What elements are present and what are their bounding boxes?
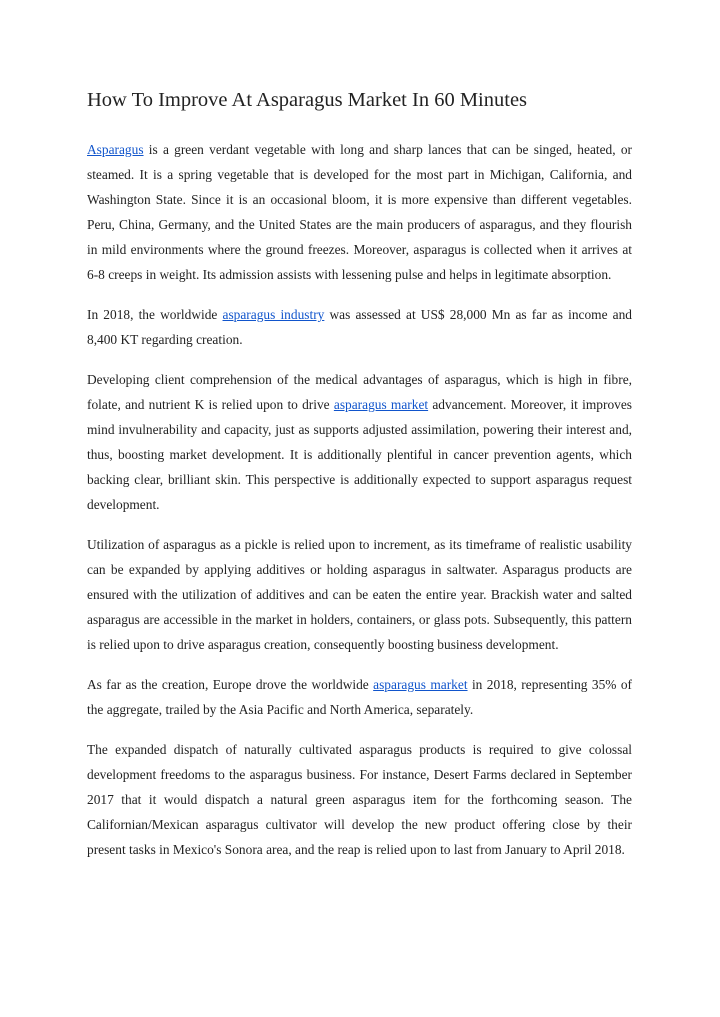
paragraph-text: Utilization of asparagus as a pickle is relied upon to increment, as its timeframe of realistic usability can be expanded by applying additives or holding asparagus in saltwater. Asparagus products are ensured with the utilization of additives and can be eaten the entire year. Brackish water and salted asparagus are accessible in the market in holders, containers, or glass pots. Subsequently, this pattern is relied upon to drive asparagus creation, consequently boosting business development. bbox=[87, 537, 632, 652]
paragraph-text: in 2018, representing 35% of the aggregate, trailed by the Asia Pacific and North America, separately. bbox=[87, 677, 632, 717]
paragraph-text: was assessed at US$ 28,000 Mn as far as income and 8,400 KT regarding creation. bbox=[87, 307, 632, 347]
paragraph-europe-share bbox=[87, 672, 632, 722]
paragraph-intro bbox=[87, 137, 632, 287]
paragraph-text: As far as the creation, Europe drove the worldwide bbox=[87, 677, 374, 692]
link-asparagus-industry[interactable]: asparagus industry bbox=[222, 307, 325, 322]
link-asparagus-market[interactable]: asparagus market bbox=[333, 397, 429, 412]
paragraph-industry-value bbox=[87, 302, 632, 352]
paragraph-organic-launch bbox=[87, 737, 632, 862]
paragraph-text: In 2018, the worldwide bbox=[87, 307, 223, 322]
paragraph-pickle-usage bbox=[87, 532, 632, 657]
paragraph-text: advancement. Moreover, it improves mind invulnerability and capacity, just as supports adjusted assimilation, powering their interest and, thus, boosting market development. It is additionally plentiful in cancer prevention agents, which backing clear, brilliant skin. This perspective is additionally expected to support asparagus request development. bbox=[87, 397, 632, 512]
paragraph-text: Developing client comprehension of the medical advantages of asparagus, which is high in fibre, folate, and nutrient K is relied upon to drive bbox=[87, 372, 632, 412]
link-asparagus[interactable]: Asparagus bbox=[87, 142, 144, 157]
document-body bbox=[87, 86, 632, 862]
paragraph-text: is a green verdant vegetable with long and sharp lances that can be singed, heated, or steamed. It is a spring vegetable that is developed for the most part in Michigan, California, and Washington State. Since it is an occasional bloom, it is more expensive than different vegetables. Peru, China, Germany, and the United States are the main producers of asparagus, and they flourish in mild environments where the ground freezes. Moreover, asparagus is collected when it arrives at 6-8 creeps in weight. Its admission assists with lessening pulse and helps in legitimate absorption. bbox=[87, 142, 632, 282]
paragraph-health-benefits bbox=[87, 367, 632, 517]
link-asparagus-market-2[interactable]: asparagus market bbox=[373, 677, 468, 692]
page-title: How To Improve At Asparagus Market In 60 Minutes bbox=[87, 89, 528, 111]
paragraph-text: The expanded dispatch of naturally cultivated asparagus products is required to give colossal development freedoms to the asparagus business. For instance, Desert Farms declared in September 2017 that it would dispatch a natural green asparagus item for the forthcoming season. The Californian/Mexican asparagus cultivator will develop the new product offering close by their present tasks in Mexico's Sonora area, and the reap is relied upon to last from January to April 2018. bbox=[87, 742, 632, 857]
